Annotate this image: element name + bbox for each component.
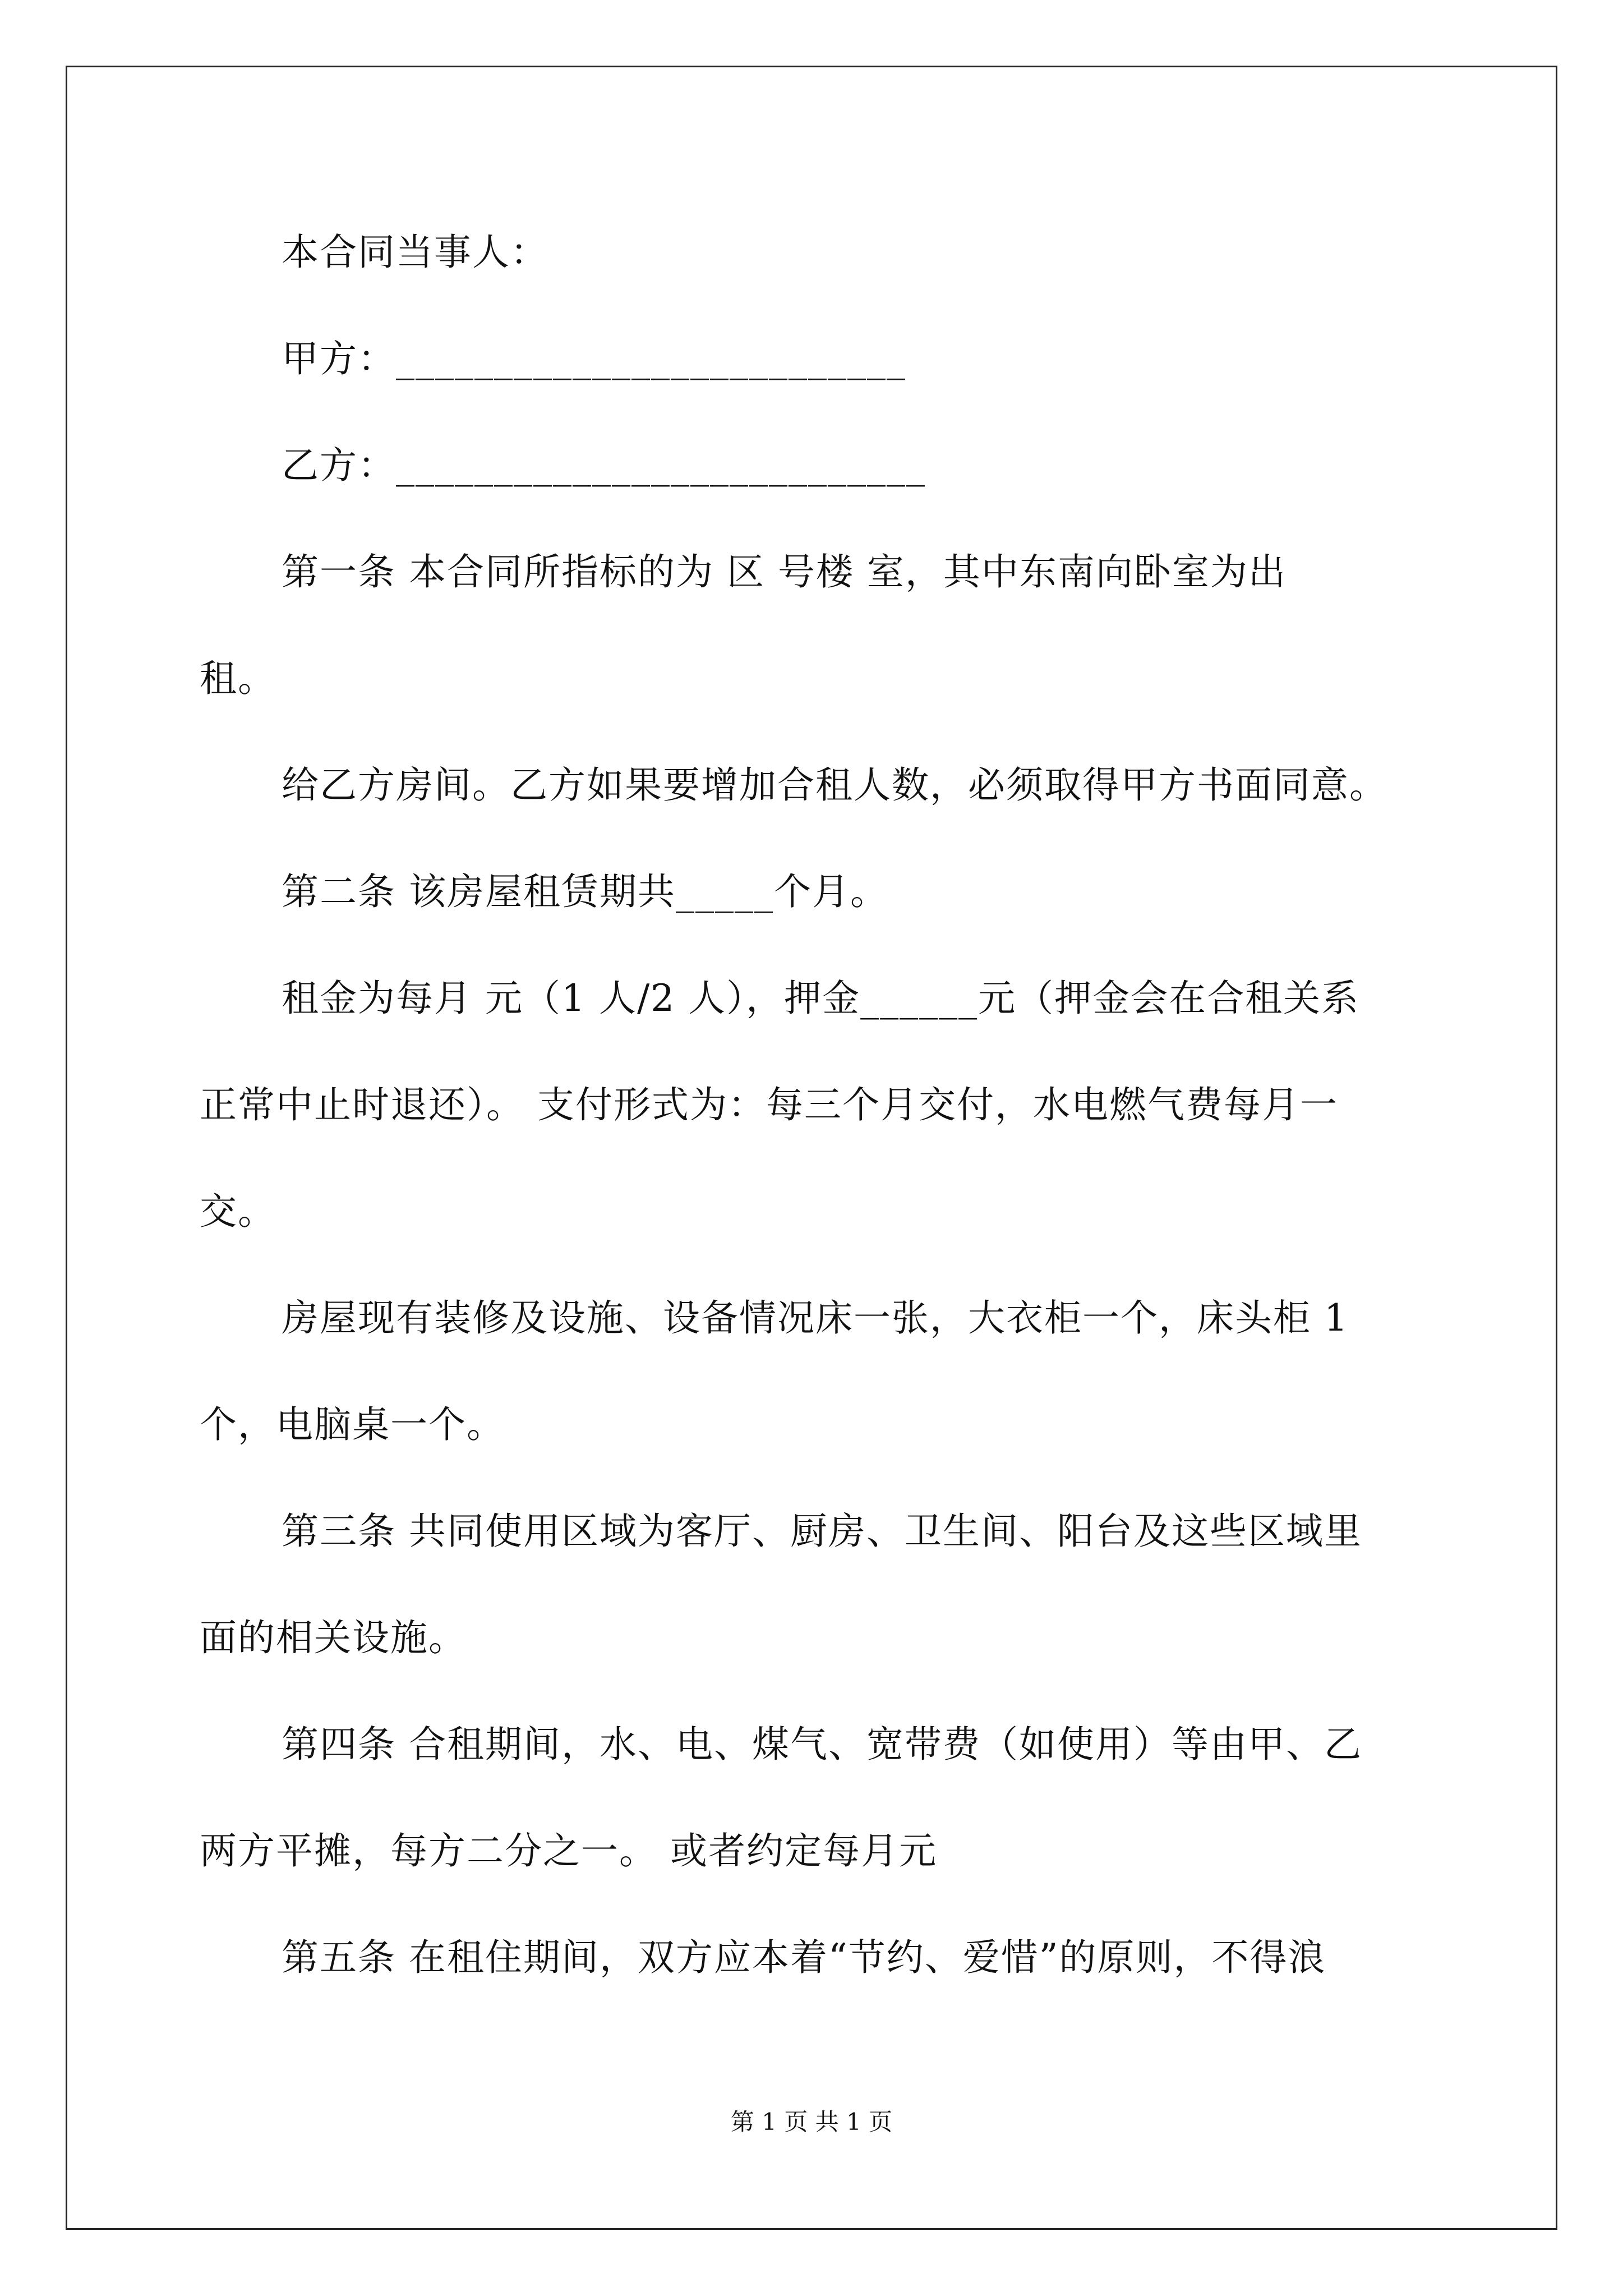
furnishing-line-1: 房屋现有装修及设施、设备情况床一张，大衣柜一个，床头柜 1	[282, 1296, 1349, 1340]
article-1-line-1: 第一条 本合同所指标的为 区 号楼 室，其中东南向卧室为出	[282, 550, 1287, 593]
article-3-line-1: 第三条 共同使用区域为客厅、厨房、卫生间、阳台及这些区域里	[282, 1510, 1362, 1553]
article-5-line-1: 第五条 在租住期间，双方应本着“节约、爱惜”的原则，不得浪	[282, 1936, 1326, 1979]
rent-line-1: 租金为每月 元（1 人/2 人），押金______元（押金会在合租关系	[282, 977, 1360, 1020]
article-4-line-1: 第四条 合租期间，水、电、煤气、宽带费（如使用）等由甲、乙	[282, 1723, 1362, 1766]
article-4-line-2: 两方平摊，每方二分之一。 或者约定每月元	[200, 1829, 937, 1872]
page-border	[66, 66, 1557, 2230]
party-b-line: 乙方：___________________________	[282, 444, 926, 487]
article-3-line-2: 面的相关设施。	[200, 1616, 467, 1659]
party-a-line: 甲方：__________________________	[282, 337, 906, 380]
rent-line-3: 交。	[200, 1190, 276, 1233]
page-footer: 第 1 页 共 1 页	[730, 2108, 893, 2136]
parties-heading: 本合同当事人：	[282, 231, 548, 274]
rent-line-2: 正常中止时退还）。 支付形式为：每三个月交付，水电燃气费每月一	[200, 1083, 1338, 1126]
furnishing-line-2: 个，电脑桌一个。	[200, 1403, 505, 1446]
article-2-line-1: 第二条 该房屋租赁期共_____个月。	[282, 870, 888, 913]
paragraph-room: 给乙方房间。乙方如果要增加合租人数，必须取得甲方书面同意。	[282, 763, 1387, 807]
article-1-line-2: 租。	[200, 657, 276, 700]
